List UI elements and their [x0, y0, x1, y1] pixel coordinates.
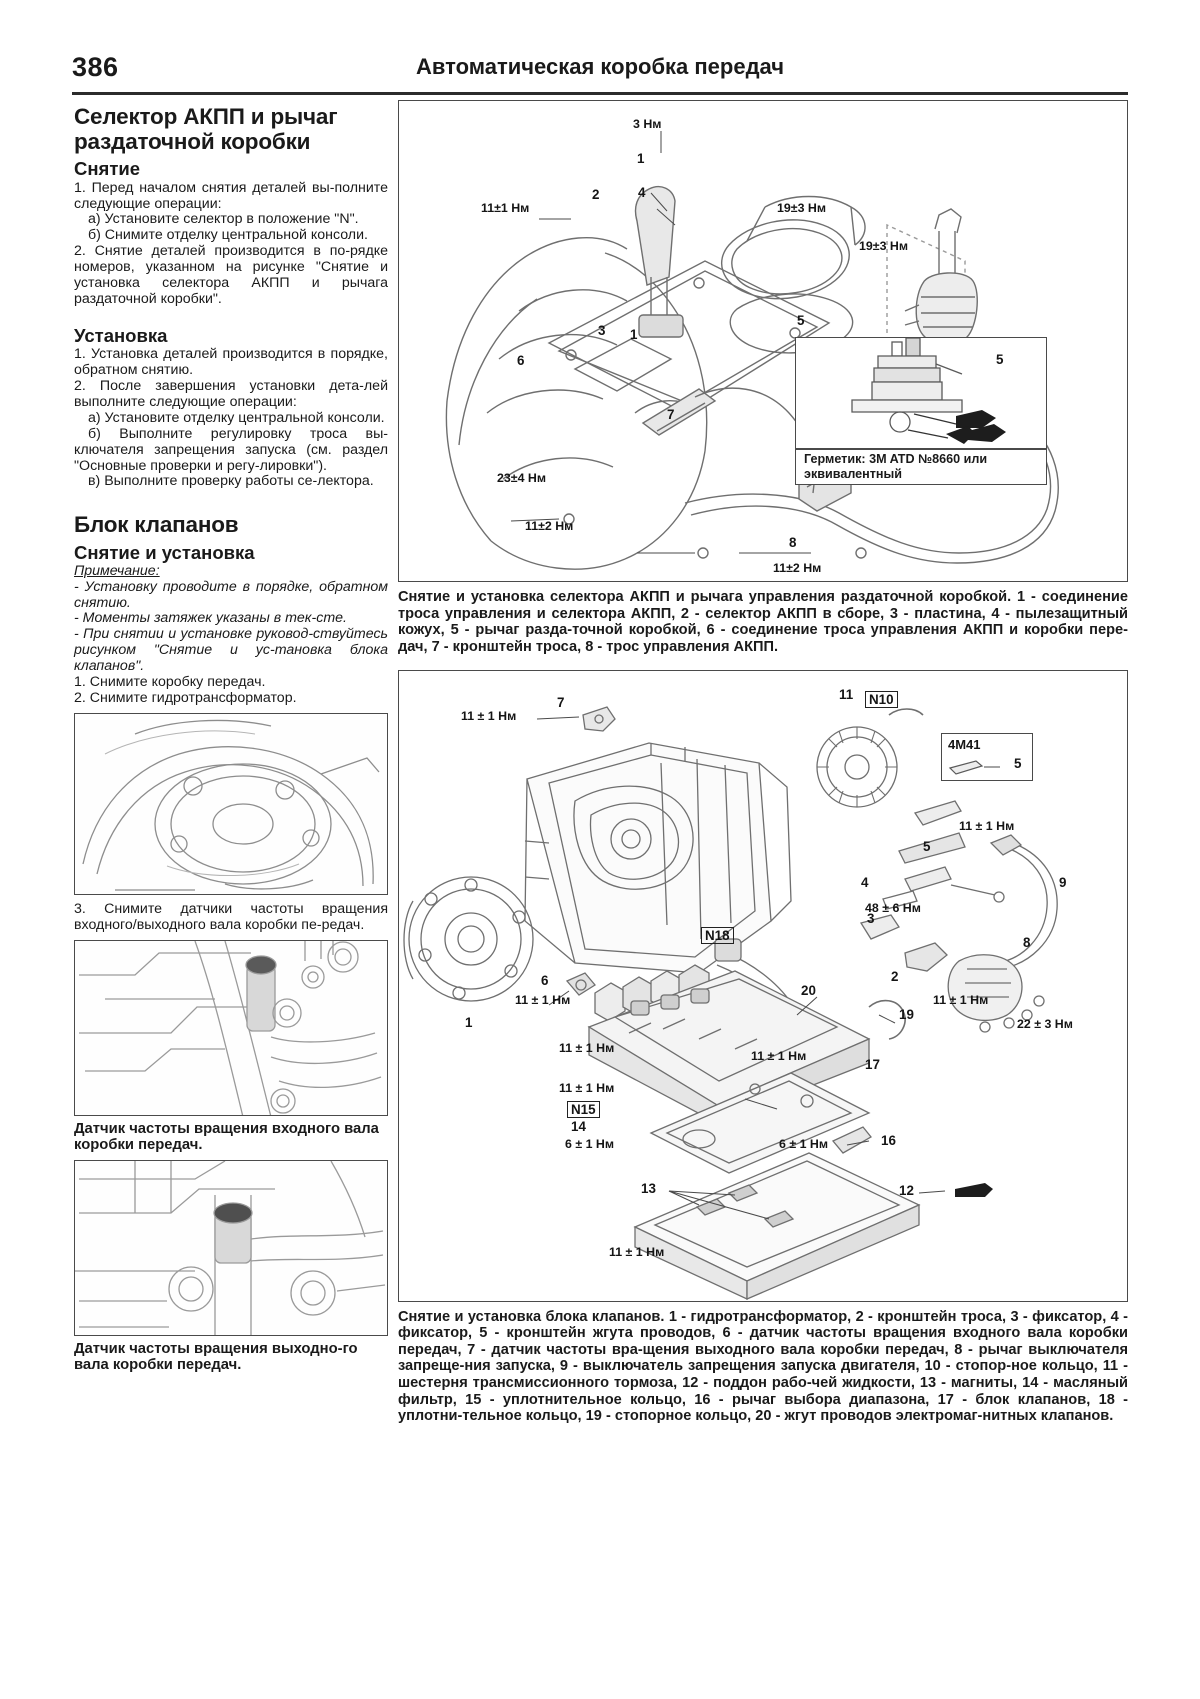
figure-selector-assembly — [398, 100, 1128, 582]
subheading-removal: Снятие — [74, 158, 141, 180]
photo-output-speed-sensor-art — [75, 1161, 388, 1336]
page-header — [72, 52, 1128, 94]
torque-label-3: 19±3 Нм — [777, 201, 827, 215]
torque-label-5: 23±4 Нм — [497, 471, 547, 485]
torque-label-7: 11±2 Нм — [773, 561, 822, 575]
fig2-torque-2: 11 ± 1 Нм — [959, 818, 1015, 833]
fig2-callout-13: 13 — [641, 1180, 656, 1196]
callout-2: 2 — [592, 187, 600, 202]
note-item-3: - При снятии и установке руковод-ствуйтесь рисунком "Снятие и ус-тановка блока клапанов". — [74, 626, 388, 675]
page-number: 386 — [72, 52, 119, 82]
fig2-callout-3: 3 — [867, 910, 875, 926]
variant-inset-box — [941, 733, 1033, 781]
note-item-2: - Моменты затяжек указаны в тек-сте. — [74, 610, 347, 627]
torque-label-1: 3 Нм — [633, 117, 662, 131]
fig2-torque-3: 11 ± 1 Нм — [515, 992, 571, 1007]
photo-output-speed-sensor — [74, 1160, 388, 1336]
fig2-callout-n18: N18 — [701, 927, 734, 944]
removal-step-1b: б) Снимите отделку центральной консоли. — [88, 227, 368, 244]
fig2-callout-1: 1 — [465, 1014, 473, 1030]
install-step-2a: а) Установите отделку центральной консоли. — [88, 409, 385, 426]
note-label: Примечание: — [74, 562, 160, 579]
sealant-divider — [796, 448, 1046, 450]
install-step-1: 1. Установка деталей производится в порядке, обратном снятию. — [74, 346, 388, 379]
sealant-note: Герметик: 3M ATD №8660 или эквивалентный — [804, 452, 988, 482]
right-column — [398, 100, 1128, 1425]
install-step-2b: б) Выполните регулировку троса вы-ключателя запрещения запуска (см. раздел "Основные проверки и регу-лировки"). — [74, 425, 388, 474]
subheading-installation: Установка — [74, 324, 168, 346]
header-divider — [72, 92, 1128, 95]
fig2-torque-4: 11 ± 1 Нм — [559, 1040, 615, 1055]
fig2-torque-12: 6 ± 1 Нм — [779, 1136, 829, 1151]
section-title-valve-body: Блок клапанов — [74, 512, 239, 538]
note-item-1: - Установку проводите в порядке, обратном снятию. — [74, 578, 388, 611]
variant-inset-art — [948, 758, 1010, 776]
valve-step-1: 1. Снимите коробку передач. — [74, 674, 266, 691]
callout-5: 5 — [797, 313, 805, 328]
fig2-callout-8: 8 — [1023, 934, 1031, 950]
fig2-torque-6: 11 ± 1 Нм — [559, 1080, 615, 1095]
fig2-callout-17: 17 — [865, 1056, 880, 1072]
figure-selector-assembly-caption: Снятие и установка селектора АКПП и рычага управления раздаточной коробкой. 1 - соединение троса управления и селектора АКПП, 2 - селектор АКПП в сборе, 3 - пластина, 4 - пылезащитный кожух, 5 - рычаг разда-точной коробкой, 6 - соединение троса управления АКПП и коробки пере-дач, 7 - кронштейн троса, 8 - трос управления АКПП. — [398, 589, 1128, 655]
page-title: Автоматическая коробка передач — [415, 54, 785, 79]
subheading-removal-install: Снятие и установка — [74, 541, 255, 563]
removal-step-2: 2. Снятие деталей производится в по-рядке номеров, указанном на рисунке "Снятие и установка селектора АКПП и рычага раздаточной коробки". — [74, 243, 388, 307]
fig2-callout-5: 5 — [923, 838, 931, 854]
removal-step-1: 1. Перед началом снятия деталей вы-полните следующие операции: — [74, 179, 388, 212]
photo-input-speed-sensor-caption: Датчик частоты вращения входного вала коробки передач. — [74, 1120, 379, 1154]
section-title-selector: Селектор АКПП и рычаг раздаточной коробки — [74, 104, 338, 155]
fig2-callout-7: 7 — [557, 694, 565, 710]
variant-badge-label: 4M41 — [948, 736, 981, 752]
fig2-callout-n10: N10 — [865, 691, 898, 708]
fig2-torque-7: 11 ± 1 Нм — [609, 1244, 665, 1259]
photo-torque-converter-art — [75, 714, 388, 895]
variant-callout: 5 — [1014, 755, 1022, 771]
fig2-callout-11: 11 — [839, 686, 854, 702]
torque-label-6: 11±2 Нм — [525, 519, 574, 533]
callout-8: 8 — [789, 535, 797, 550]
photo-input-speed-sensor-art — [75, 941, 388, 1116]
fig2-callout-14: 14 — [571, 1118, 586, 1134]
removal-step-1a: а) Установите селектор в положение "N". — [88, 211, 359, 228]
callout-main-1: 1 — [630, 327, 638, 342]
fig2-torque-5: 11 ± 1 Нм — [751, 1048, 807, 1063]
valve-step-3: 3. Снимите датчики частоты вращения входного/выходного вала коробки пе-редач. — [74, 900, 388, 933]
sealant-inset-art — [796, 338, 1046, 454]
fig2-callout-2: 2 — [891, 968, 899, 984]
fig2-callout-6: 6 — [541, 972, 549, 988]
photo-input-speed-sensor — [74, 940, 388, 1116]
fig2-torque-1: 11 ± 1 Нм — [461, 708, 517, 723]
fig2-callout-12: 12 — [899, 1182, 914, 1198]
fig2-torque-11: 6 ± 1 Нм — [565, 1136, 615, 1151]
torque-label-4: 19±3 Нм — [859, 239, 909, 253]
figure-valve-body-caption: Снятие и установка блока клапанов. 1 - гидротрансформатор, 2 - кронштейн троса, 3 - фиксатор, 4 - фиксатор, 5 - кронштейн жгута проводов, 6 - датчик частоты вращения входного вала коробки передач, 7 - датчик частоты вра-щения выходного вала коробки передач, 8 - рычаг выключателя запреще-ния запуска, 9 - выключатель запрещения запуска двигателя, 10 - стопор-ное кольцо, 11 - шестерня трансмиссионного тормоза, 12 - поддон рабо-чей жидкости, 13 - магниты, 14 - масляный фильтр, 15 - уплотнительное кольцо, 16 - рычаг выбора диапазона, 17 - блок клапанов, 18 - уплотни-тельное кольцо, 19 - стопорное кольцо, 20 - жгут проводов электромаг-нитных клапанов. — [398, 1308, 1128, 1425]
photo-output-speed-sensor-caption: Датчик частоты вращения выходно-го вала коробки передач. — [74, 1340, 358, 1374]
torque-label-2: 11±1 Нм — [481, 201, 530, 215]
fig2-torque-9: 48 ± 6 Нм — [865, 900, 921, 915]
photo-torque-converter — [74, 713, 388, 895]
figure-valve-body — [398, 670, 1128, 1302]
callout-7: 7 — [667, 407, 675, 422]
fig2-callout-19: 19 — [899, 1006, 914, 1022]
callout-1: 1 — [637, 151, 645, 166]
fig2-callout-16: 16 — [881, 1132, 896, 1148]
left-column — [74, 104, 388, 1374]
callout-3: 3 — [598, 323, 606, 338]
callout-4: 4 — [638, 185, 646, 200]
fig2-torque-8: 11 ± 1 Нм — [933, 992, 989, 1007]
install-step-2: 2. После завершения установки дета-лей выполните следующие операции: — [74, 377, 388, 410]
install-step-2c: в) Выполните проверку работы се-лектора. — [88, 473, 374, 490]
fig2-callout-9: 9 — [1059, 874, 1067, 890]
sealant-callout-5: 5 — [996, 352, 1004, 367]
sealant-inset-box — [795, 337, 1047, 485]
fig2-callout-20: 20 — [801, 982, 816, 998]
callout-6: 6 — [517, 353, 525, 368]
fig2-torque-10: 22 ± 3 Нм — [1017, 1016, 1073, 1031]
valve-step-2: 2. Снимите гидротрансформатор. — [74, 690, 297, 707]
fig2-callout-4: 4 — [861, 874, 869, 890]
fig2-callout-n15: N15 — [567, 1101, 600, 1118]
